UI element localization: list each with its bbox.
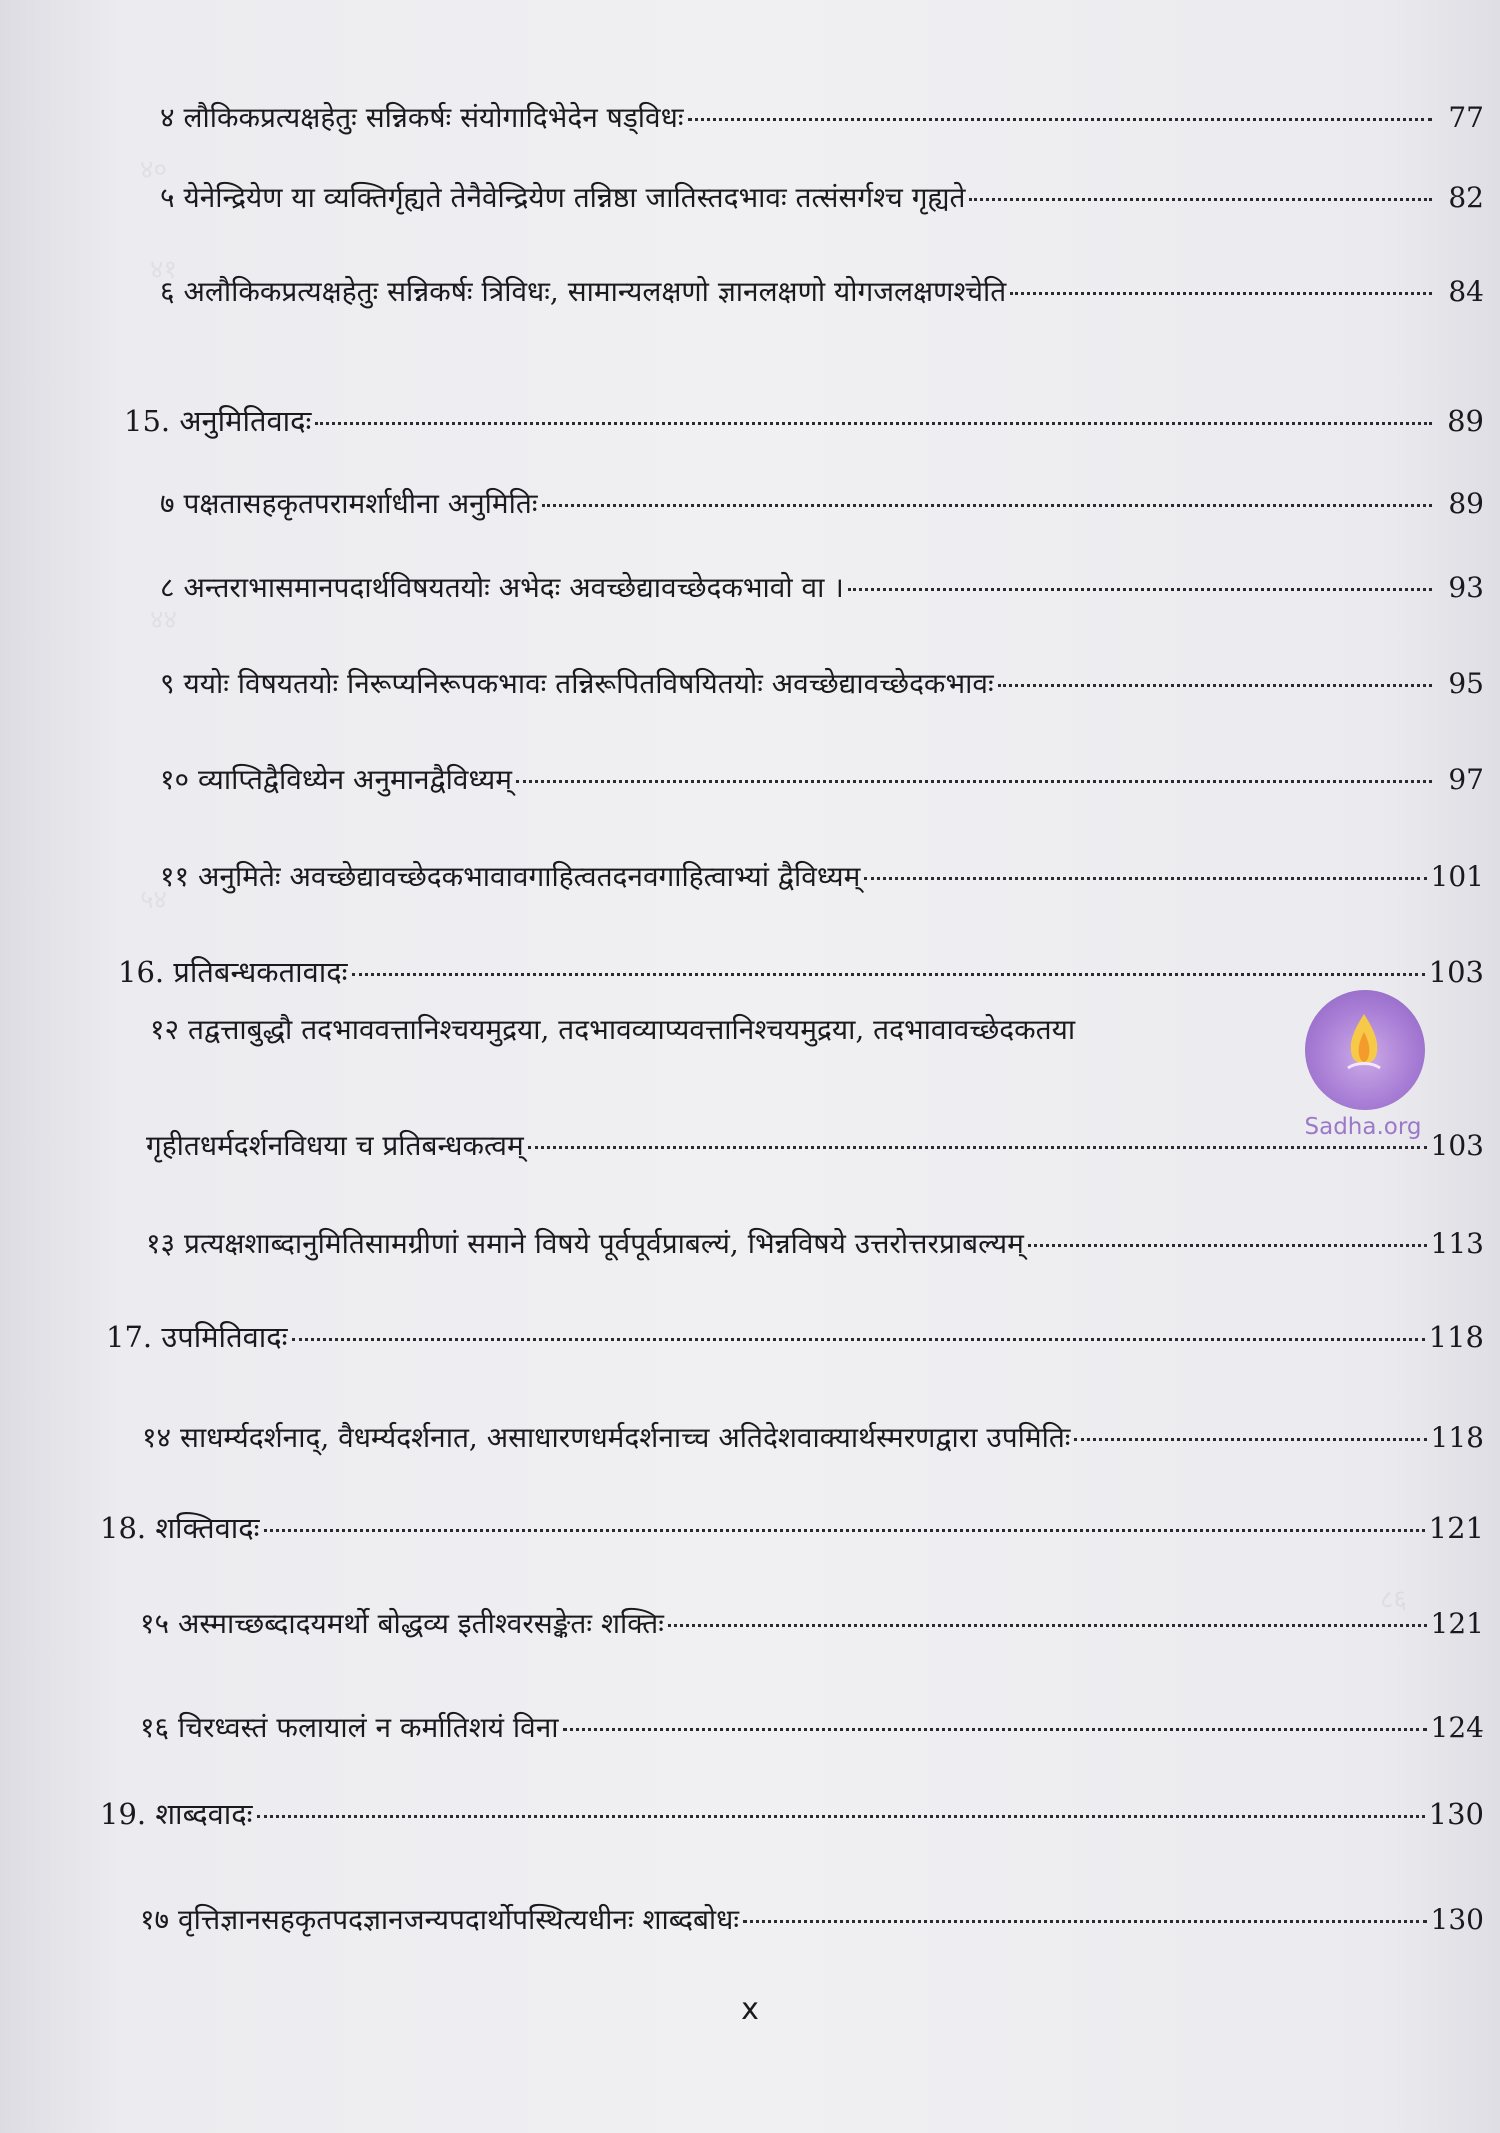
toc-entry-page: 97 [1448,763,1484,796]
toc-entry-page: 130 [1430,1903,1484,1936]
toc-entry[interactable] [160,178,1484,218]
toc-entry-page: 113 [1430,1227,1484,1260]
toc-entry-title-cont: गृहीतधर्मदर्शनविधया च प्रतिबन्धकत्वम् [146,1129,524,1162]
dot-leader [352,971,1425,976]
dot-leader [516,778,1432,783]
toc-chapter[interactable] [100,1508,1484,1548]
toc-chapter-title: 16. प्रतिबन्धकतावादः [118,955,348,989]
dot-leader [668,1622,1427,1627]
toc-chapter-page: 130 [1428,1797,1484,1831]
toc-entry-title: १५ अस्माच्छब्दादयमर्थो बोद्धव्य इतीश्वरसङ्केतः शक्तिः [140,1607,664,1640]
toc-entry-page: 103 [1430,1129,1484,1162]
toc-chapter-page: 103 [1428,955,1484,989]
bleed-through-mark: ४४ [150,605,178,635]
toc-entry[interactable] [160,760,1484,800]
bleed-through-mark: ८६ [1380,1585,1408,1615]
toc-entry[interactable] [140,1900,1484,1940]
watermark [1278,990,1428,1140]
toc-entry-title: ४ लौकिकप्रत्यक्षहेतुः सन्निकर्षः संयोगादिभेदेन षड्विधः [160,101,684,134]
dot-leader [743,1918,1426,1923]
toc-entry[interactable] [140,1708,1484,1748]
toc-entry-title: १० व्याप्तिद्वैविध्येन अनुमानद्वैविध्यम् [160,763,512,796]
toc-entry-page: 101 [1430,860,1484,893]
toc-entry-title: ६ अलौकिकप्रत्यक्षहेतुः सन्निकर्षः त्रिविधः, सामान्यलक्षणो ज्ञानलक्षणो योगजलक्षणश्चेति [160,275,1007,308]
toc-entry-page: 89 [1448,487,1484,520]
toc-entry-first-line: १२ तद्वत्ताबुद्धौ तदभाववत्तानिश्चयमुद्रया, तदभावव्याप्यवत्तानिश्चयमुद्रया, तदभावावच्छेदकतया [150,1013,1076,1046]
dot-leader [998,682,1432,687]
toc-entry[interactable] [160,272,1484,312]
dot-leader [688,116,1432,121]
dot-leader [315,420,1432,425]
toc-entry-title: ५ येनेन्द्रियेण या व्यक्तिर्गृह्यते तेनैवेन्द्रियेण तन्निष्ठा जातिस्तदभावः तत्संसर्गश्च गृह्यते [160,181,966,214]
dot-leader [1028,1242,1427,1247]
toc-chapter-title: 15. अनुमितिवादः [124,404,312,438]
toc-chapter-title: 18. शक्तिवादः [100,1511,260,1545]
toc-entry-page: 124 [1430,1711,1484,1744]
dot-leader [1010,290,1432,295]
toc-chapter[interactable] [106,1317,1484,1357]
dot-leader [1074,1436,1426,1441]
dot-leader [257,1813,1425,1818]
toc-chapter[interactable] [124,401,1484,441]
dot-leader [848,586,1432,591]
toc-entry-title: १७ वृत्तिज्ञानसहकृतपदज्ञानजन्यपदार्थोपस्थित्यधीनः शाब्दबोधः [140,1903,740,1936]
toc-chapter[interactable] [118,952,1484,992]
dot-leader [969,196,1432,201]
toc-entry-title: ११ अनुमितेः अवच्छेद्यावच्छेदकभावावगाहित्वतदनवगाहित्वाभ्यां द्वैविध्यम् [160,860,861,893]
toc-entry-page: 121 [1430,1607,1484,1640]
page-number-footer: x [741,1992,759,2027]
bleed-through-mark: ५४ [140,885,168,915]
toc-entry-title: १४ साधर्म्यदर्शनाद्, वैधर्म्यदर्शनात, असाधारणधर्मदर्शनाच्च अतिदेशवाक्यार्थस्मरणद्वारा उपमितिः [142,1421,1071,1454]
bleed-through-mark: ४० [140,155,168,185]
toc-entry-title: १३ प्रत्यक्षशाब्दानुमितिसामग्रीणां समाने विषये पूर्वपूर्वप्राबल्यं, भिन्नविषये उत्तरोत्तरप्राबल्यम् [146,1227,1024,1260]
dot-leader [864,875,1426,880]
toc-entry-page: 82 [1448,181,1484,214]
toc-entry-title: ९ ययोः विषयतयोः निरूप्यनिरूपकभावः तन्निरूपितविषयितयोः अवच्छेद्यावच्छेदकभावः [160,667,994,700]
toc-entry[interactable] [160,664,1484,704]
flame-logo-icon [1344,1012,1384,1074]
toc-chapter-page: 118 [1428,1320,1484,1354]
toc-entry[interactable] [142,1418,1484,1458]
toc-entry[interactable] [160,484,1484,524]
toc-entry-title: ८ अन्तराभासमानपदार्थविषयतयोः अभेदः अवच्छेद्यावच्छेदकभावो वा । [160,571,844,604]
toc-entry[interactable] [140,1604,1484,1644]
toc-chapter-page: 121 [1428,1511,1484,1545]
bleed-through-mark: ४१ [150,255,178,285]
toc-entry[interactable] [160,98,1484,138]
toc-chapter[interactable] [100,1794,1484,1834]
dot-leader [563,1726,1427,1731]
toc-entry[interactable] [146,1224,1484,1264]
dot-leader [264,1527,1425,1532]
toc-entry-title: १६ चिरध्वस्तं फलायालं न कर्मातिशयं विना [140,1711,559,1744]
watermark-text: Sadha.org [1304,1114,1422,1140]
dot-leader [292,1336,1425,1341]
toc-entry[interactable] [160,857,1484,897]
toc-entry-page: 95 [1448,667,1484,700]
dot-leader [528,1144,1427,1149]
dot-leader [542,502,1432,507]
toc-entry-page: 77 [1448,101,1484,134]
toc-chapter-title: 19. शाब्दवादः [100,1797,253,1831]
toc-entry-title: ७ पक्षतासहकृतपरामर्शाधीना अनुमितिः [160,487,538,520]
toc-entry-page: 84 [1448,275,1484,308]
toc-chapter-title: 17. उपमितिवादः [106,1320,288,1354]
toc-entry[interactable] [160,568,1484,608]
toc-entry-page: 118 [1430,1421,1484,1454]
toc-chapter-page: 89 [1447,404,1484,438]
toc-entry-page: 93 [1448,571,1484,604]
